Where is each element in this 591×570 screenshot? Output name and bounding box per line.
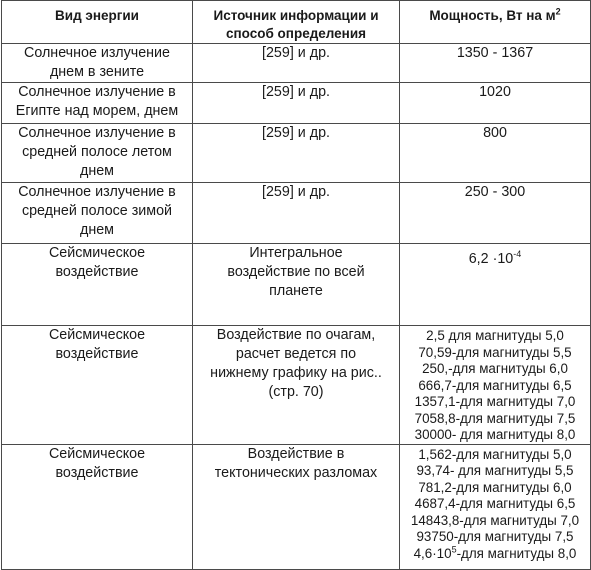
source-cell: Воздействие по очагам, расчет ведется по нижнему графику на рис.. (стр. 70) [193,326,400,445]
source-cell: [259] и др. [193,124,400,183]
power-line: 93,74- для магнитуды 5,5 [416,463,574,478]
power-line: 781,2-для магнитуды 6,0 [418,479,572,495]
energy-type-cell: Солнечное излучение в средней полосе летом днем [2,124,193,183]
power-line: 7058,8-для магнитуды 7,5 [414,410,576,426]
source-cell: Воздействие в тектонических разломах [193,444,400,569]
energy-type-cell: Сейсмическое воздействие [2,444,193,569]
power-line: 666,7-для магнитуды 6,5 [418,377,572,393]
table-row [2,83,591,124]
power-line: 2,5 для магнитуды 5,0 [426,328,564,343]
power-cell: 250 - 300 [400,183,591,244]
table-row [2,124,591,183]
power-line: 4687,4-для магнитуды 6,5 [414,496,576,511]
table-row [2,444,591,569]
table-header-row [2,1,591,44]
power-line: 1,562-для магнитуды 5,0 [418,446,572,462]
power-cell [400,326,591,445]
energy-type-cell: Сейсмическое воздействие [2,244,193,326]
power-cell: 1020 [400,83,591,124]
source-cell: [259] и др. [193,44,400,83]
header-power: Мощность, Вт на $м^2$ [400,1,591,44]
power-cell [400,444,591,569]
power-line: 70,59-для магнитуды 5,5 [418,344,572,360]
energy-power-table [1,0,591,570]
source-cell: [259] и др. [193,83,400,124]
power-cell: 800 [400,124,591,183]
energy-type-cell: Солнечное излучение днем в зените [2,44,193,83]
energy-type-cell: Солнечное излучение в Египте над морем, днем [2,83,193,124]
table-row [2,244,591,326]
table-row [2,183,591,244]
header-energy-type: Вид энергии [2,1,193,44]
power-line: 93750-для магнитуды 7,5 [416,529,574,544]
table-row [2,326,591,445]
header-source: Источник информации и способ определения [193,1,400,44]
energy-type-cell: Солнечное излучение в средней полосе зимой днем [2,183,193,244]
power-line: 14843,8-для магнитуды 7,0 [410,512,580,528]
power-cell: 1350 - 1367 [400,44,591,83]
source-cell: [259] и др. [193,183,400,244]
energy-type-cell: Сейсмическое воздействие [2,326,193,445]
power-line: 1357,1-для магнитуды 7,0 [414,394,576,409]
power-line: 250,-для магнитуды 6,0 [422,361,568,376]
power-line: $4,6\cdot 10^5$-для магнитуды 8,0 [413,544,577,561]
source-cell: Интегральное воздействие по всей планете [193,244,400,326]
table-row [2,44,591,83]
power-line: 30000- для магнитуды 8,0 [414,427,576,442]
power-cell: $6,2 \cdot 10^{-4}$ [400,244,591,326]
